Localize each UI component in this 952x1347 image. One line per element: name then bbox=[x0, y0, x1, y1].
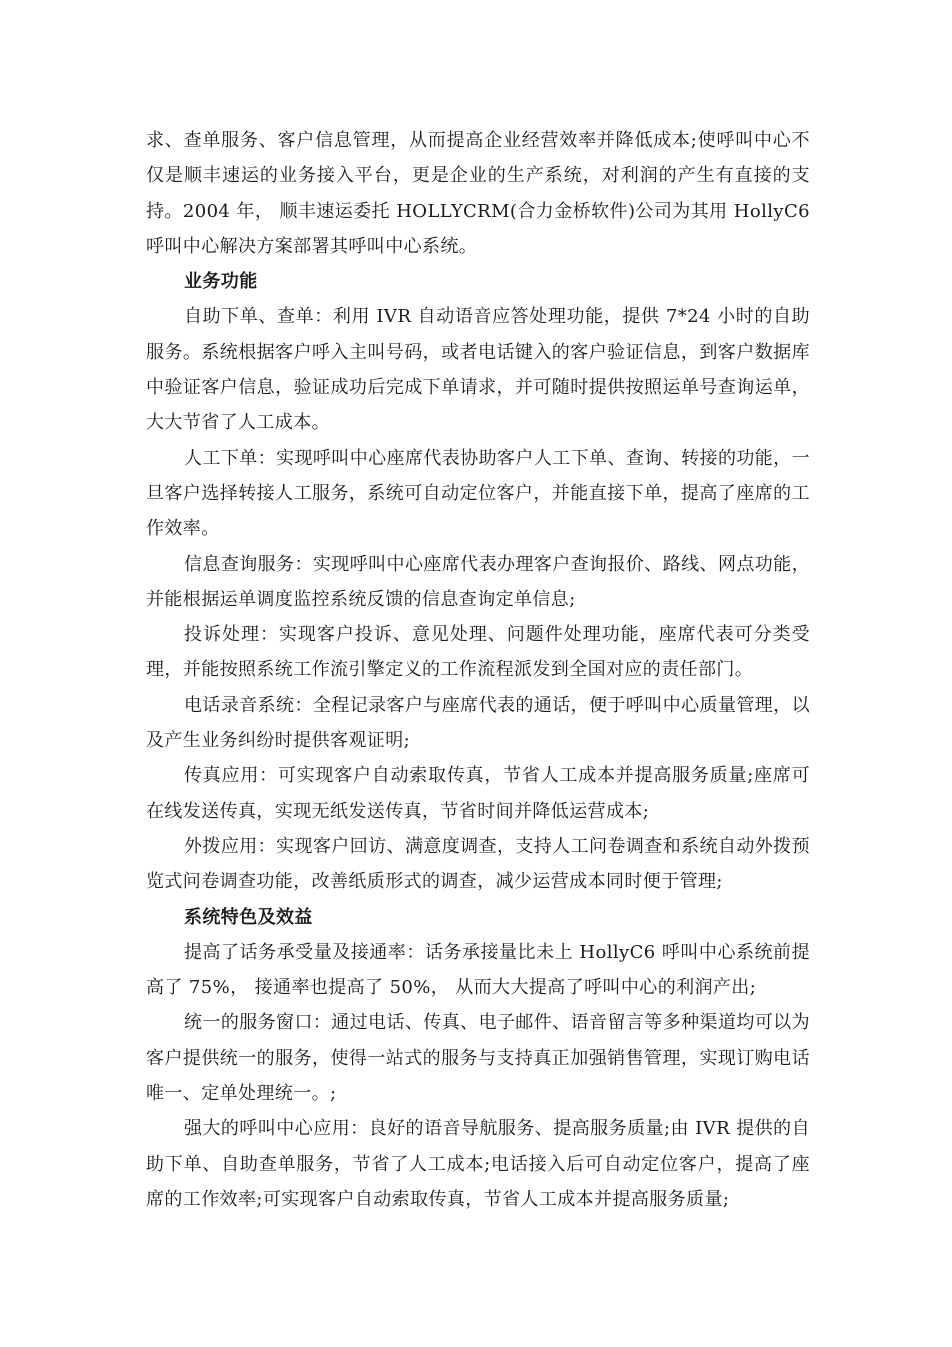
paragraph-info-query: 信息查询服务：实现呼叫中心座席代表办理客户查询报价、路线、网点功能，并能根据运单调度监控系统反馈的信息查询定单信息; bbox=[146, 553, 810, 610]
paragraph-call-capacity: 提高了话务承受量及接通率：话务承接量比未上 HollyC6 呼叫中心系统前提高了 75%， 接通率也提高了 50%， 从而大大提高了呼叫中心的利润产出; bbox=[146, 941, 810, 999]
section-heading-system-features: 系统特色及效益 bbox=[184, 906, 313, 928]
paragraph-outbound-application: 外拨应用：实现客户回访、满意度调查，支持人工问卷调查和系统自动外拨预览式问卷调查功能，改善纸质形式的调查，减少运营成本同时便于管理; bbox=[146, 835, 810, 893]
paragraph-complaint-handling: 投诉处理：实现客户投诉、意见处理、问题件处理功能，座席代表可分类受理，并能按照系统工作流引擎定义的工作流程派发到全国对应的责任部门。 bbox=[146, 624, 810, 681]
paragraph-call-center-application: 强大的呼叫中心应用：良好的语音导航服务、提高服务质量;由 IVR 提供的自助下单、自助查单服务，节省了人工成本;电话接入后可自动定位客户，提高了座席的工作效率;可实现客户自动索取传真，节省人工成本并提高服务质量; bbox=[146, 1118, 810, 1210]
paragraph-self-service-order: 自助下单、查单：利用 IVR 自动语音应答处理功能，提供 7*24 小时的自助服务。系统根据客户呼入主叫号码，或者电话键入的客户验证信息，到客户数据库中验证客户信息，验证成功后完成下单请求，并可随时提供按照运单号查询运单，大大节省了人工成本。 bbox=[146, 306, 810, 434]
paragraph-unified-service: 统一的服务窗口：通过电话、传真、电子邮件、语音留言等多种渠道均可以为客户提供统一的服务，使得一站式的服务与支持真正加强销售管理，实现订购电话唯一、定单处理统一。; bbox=[146, 1012, 810, 1105]
document-page bbox=[146, 123, 810, 1217]
section-heading-business-functions: 业务功能 bbox=[184, 271, 258, 293]
paragraph-fax-application: 传真应用：可实现客户自动索取传真，节省人工成本并提高服务质量;座席可在线发送传真，实现无纸发送传真，节省时间并降低运营成本; bbox=[146, 765, 810, 822]
paragraph-call-recording: 电话录音系统：全程记录客户与座席代表的通话，便于呼叫中心质量管理，以及产生业务纠纷时提供客观证明; bbox=[146, 694, 810, 752]
paragraph-manual-order: 人工下单：实现呼叫中心座席代表协助客户人工下单、查询、转接的功能，一旦客户选择转接人工服务，系统可自动定位客户，并能直接下单，提高了座席的工作效率。 bbox=[146, 447, 810, 540]
intro-paragraph: 求、查单服务、客户信息管理，从而提高企业经营效率并降低成本;使呼叫中心不仅是顺丰速运的业务接入平台，更是企业的生产系统，对利润的产生有直接的支持。2004 年， 顺丰速运委托 HOLLYCRM(合力金桥软件)公司为其用 HollyC6 呼叫中心解决方案部署其呼叫中心系统。 bbox=[146, 130, 810, 257]
